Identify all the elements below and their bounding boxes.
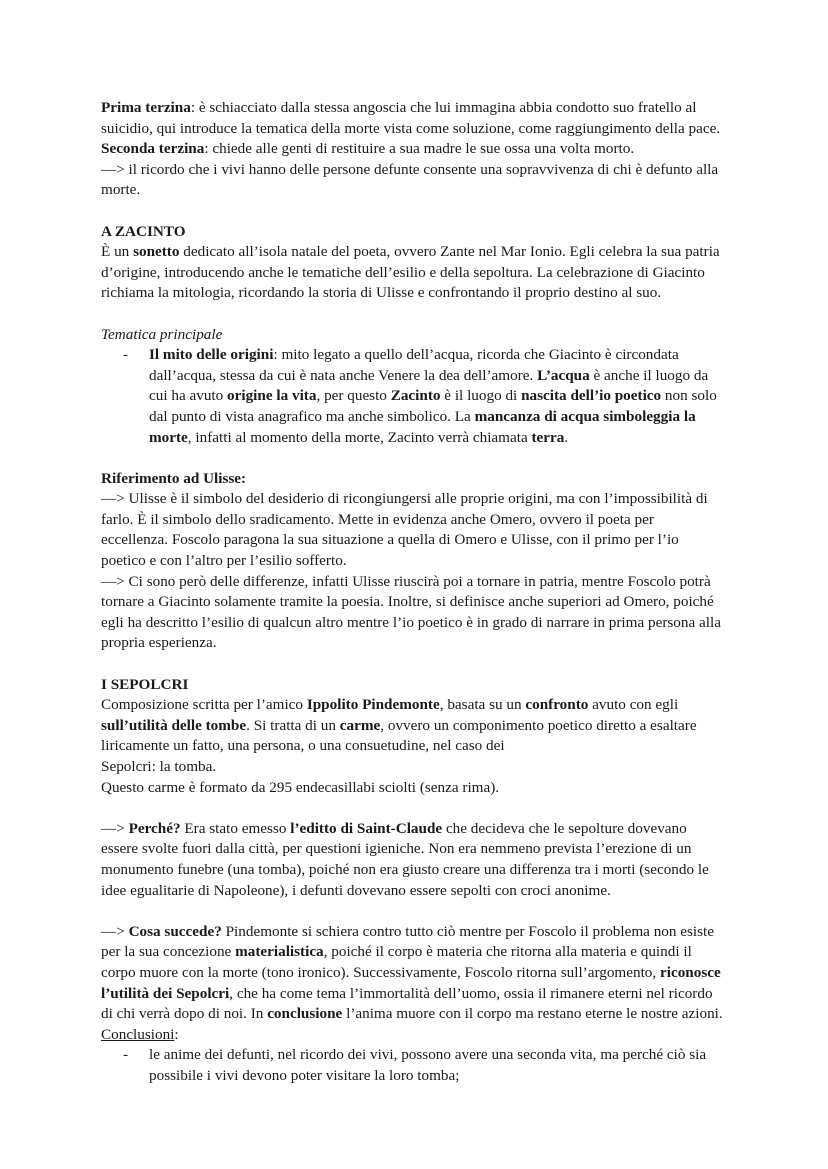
bold-term: Cosa succede? — [128, 922, 222, 940]
bold-term: l’editto di Saint-Claude — [290, 819, 443, 837]
perche-section — [101, 819, 738, 901]
terzine-section — [101, 98, 738, 201]
text-span: è anche il luogo da — [589, 366, 709, 384]
bold-term: Seconda terzina — [101, 140, 205, 158]
bold-term: terra — [531, 428, 565, 446]
text-line — [101, 984, 738, 1005]
bold-term: sonetto — [133, 243, 180, 261]
text-span: dedicato all’isola natale del poeta, ovvero Zante nel Mar Ionio. Egli celebra la sua patria — [179, 243, 720, 261]
text-line — [101, 1004, 738, 1025]
spacer — [101, 201, 738, 222]
text-line: possibile i vivi devono poter visitare la loro tomba; — [149, 1066, 460, 1084]
text-line: propria esperienza. — [101, 634, 217, 652]
bold-term: L’acqua — [537, 366, 590, 384]
spacer — [101, 654, 738, 675]
text-line — [101, 242, 738, 263]
text-span: : — [174, 1025, 179, 1043]
text-line: d’origine, introducendo anche le tematiche dell’esilio e della sepoltura. La celebrazione di Giacinto — [101, 263, 705, 281]
bold-term: nascita dell’io poetico — [521, 387, 662, 405]
section-heading: I SEPOLCRI — [101, 675, 189, 693]
text-span: : mito legato a quello dell’acqua, ricorda che Giacinto è circondata — [273, 346, 679, 364]
bold-term: Il mito delle origini — [149, 346, 274, 364]
dash-bullet: - — [123, 346, 129, 364]
dash-bullet: - — [123, 1046, 129, 1064]
bold-term: Zacinto — [390, 387, 441, 405]
text-line — [101, 98, 738, 119]
bold-term: mancanza di acqua simboleggia la — [474, 407, 696, 425]
list-item — [101, 345, 738, 448]
bold-term: sull’utilità delle tombe — [101, 716, 247, 734]
text-line: monumento funebre (una tomba), poiché non era giusto creare una differenza tra i morti (secondo le — [101, 860, 709, 878]
tematica-section — [101, 325, 738, 449]
text-line: Questo carme è formato da 295 endecasillabi sciolti (senza rima). — [101, 778, 500, 796]
text-line — [101, 963, 738, 984]
text-line: —> Ulisse è il simbolo del desiderio di ricongiungersi alle proprie origini, ma con l’impossibilità di — [101, 490, 708, 508]
text-line — [101, 942, 738, 963]
text-span: è il luogo di — [440, 387, 522, 405]
text-span: per la sua concezione — [101, 943, 236, 961]
text-span: —> — [101, 819, 129, 837]
text-line: Sepolcri: la tomba. — [101, 758, 217, 775]
subsection-heading: Tematica principale — [101, 325, 223, 343]
text-line — [101, 716, 738, 737]
text-span: Composizione scritta per l’amico — [101, 696, 307, 714]
text-span: : chiede alle genti di restituire a sua madre le sue ossa una volta morto. — [204, 140, 635, 158]
text-span: dal punto di vista anagrafico ma anche simbolico. La — [149, 407, 475, 425]
text-line — [101, 1025, 738, 1046]
text-line — [149, 366, 738, 387]
text-span: , per questo — [316, 387, 391, 405]
text-line: essere svolte fuori dalla città, per questioni igieniche. Non era nemmeno prevista l’erezione di un — [101, 840, 692, 858]
text-span: . — [564, 428, 569, 446]
text-span: . Si tratta di un — [246, 716, 340, 734]
text-line: liricamente un fatto, una persona, o una consuetudine, nel caso dei — [101, 737, 505, 755]
bold-term: materialistica — [235, 943, 324, 961]
text-line: farlo. È il simbolo dello sradicamento. Mette in evidenza anche Omero, ovvero il poeta per — [101, 510, 654, 528]
text-span: , poiché il corpo è materia che ritorna alla materia e quindi il — [323, 943, 692, 961]
text-span: corpo muore con la morte (tono ironico). Successivamente, Foscolo ritorna sull’argomento, — [101, 963, 660, 981]
text-span: cui ha avuto — [149, 387, 228, 405]
bold-term: carme — [339, 716, 381, 734]
text-span: , ovvero un componimento poetico diretto a esaltare — [380, 716, 697, 734]
text-span: Era stato emesso — [180, 819, 291, 837]
sepolcri-section — [101, 675, 738, 799]
text-line: tornare a Giacinto solamente tramite la poesia. Inoltre, si definisce anche superiori ad Omero, poiché — [101, 593, 714, 611]
text-line: poetico e con l’altro per l’esilio sofferto. — [101, 552, 347, 570]
text-span: —> — [101, 922, 129, 940]
bold-term: confronto — [525, 696, 589, 714]
spacer — [101, 448, 738, 469]
bold-term: Ippolito Pindemonte — [306, 696, 440, 714]
underlined-label: Conclusioni — [101, 1025, 175, 1043]
bold-term: Perché? — [128, 819, 181, 837]
text-line — [149, 407, 738, 428]
bold-term: morte — [149, 428, 188, 446]
text-line: richiama la mitologia, ricordando la storia di Ulisse e confrontando il proprio destino al suo. — [101, 284, 662, 302]
text-line — [101, 695, 738, 716]
text-line — [149, 386, 738, 407]
spacer — [101, 798, 738, 819]
text-span: , basata su un — [439, 696, 526, 714]
text-span: Pindemonte si schiera contro tutto ciò mentre per Foscolo il problema non esiste — [221, 922, 715, 940]
section-heading: A ZACINTO — [101, 222, 186, 240]
text-line: egli ha descritto l’esilio di qualcun altro mentre l’io poetico è in grado di narrare in prima persona alla — [101, 613, 721, 631]
text-line: —> il ricordo che i vivi hanno delle persone defunte consente una sopravvivenza di chi è defunto alla — [101, 160, 719, 178]
section-heading: Riferimento ad Ulisse: — [101, 469, 247, 487]
text-line: —> Ci sono però delle differenze, infatti Ulisse riuscirà poi a tornare in patria, mentre Foscolo potrà — [101, 572, 711, 590]
text-line — [101, 139, 738, 160]
text-span: È un — [101, 243, 134, 261]
text-span: l’anima muore con il corpo ma restano eterne le nostre azioni. — [342, 1005, 723, 1023]
cosa-succede-section — [101, 922, 738, 1087]
text-span: di chi verrà dopo di noi. In — [101, 1005, 268, 1023]
bold-term: riconosce — [660, 963, 721, 981]
bold-term: Prima terzina — [101, 99, 191, 116]
text-span: non solo — [661, 387, 717, 405]
text-span: dall’acqua, stessa da cui è nata anche Venere la dea dell’amore. — [149, 366, 538, 384]
spacer — [101, 901, 738, 922]
bold-term: conclusione — [267, 1005, 343, 1023]
text-line: morte. — [101, 181, 141, 199]
text-span: , infatti al momento della morte, Zacinto verrà chiamata — [187, 428, 532, 446]
text-span: : è schiacciato dalla stessa angoscia che lui immagina abbia condotto suo fratello al — [190, 99, 697, 116]
list-item — [101, 1045, 738, 1086]
text-line: suicidio, qui introduce la tematica della morte vista come soluzione, come raggiungimento della pace. — [101, 119, 721, 137]
bullet-list — [101, 345, 738, 448]
text-span: avuto con egli — [588, 696, 679, 714]
text-line: idee egualitarie di Napoleone), i defunti dovevano essere sepolti con croci anonime. — [101, 881, 611, 899]
zacinto-section — [101, 222, 738, 304]
text-line — [149, 428, 738, 449]
bold-term: origine la vita — [227, 387, 317, 405]
text-span: che decideva che le sepolture dovevano — [442, 819, 687, 837]
ulisse-section — [101, 469, 738, 654]
text-span: , che ha come tema l’immortalità dell’uomo, ossia il rimanere eterni nel ricordo — [229, 984, 713, 1002]
bold-term: l’utilità dei Sepolcri — [101, 984, 230, 1002]
text-line — [101, 819, 738, 840]
text-line: le anime dei defunti, nel ricordo dei vivi, possono avere una seconda vita, ma perché ciò sia — [149, 1046, 707, 1064]
text-line: eccellenza. Foscolo paragona la sua situazione a quella di Omero e Ulisse, con il primo per l’io — [101, 531, 679, 549]
spacer — [101, 304, 738, 325]
bullet-list — [101, 1045, 738, 1086]
text-line — [149, 345, 738, 366]
text-line — [101, 922, 738, 943]
